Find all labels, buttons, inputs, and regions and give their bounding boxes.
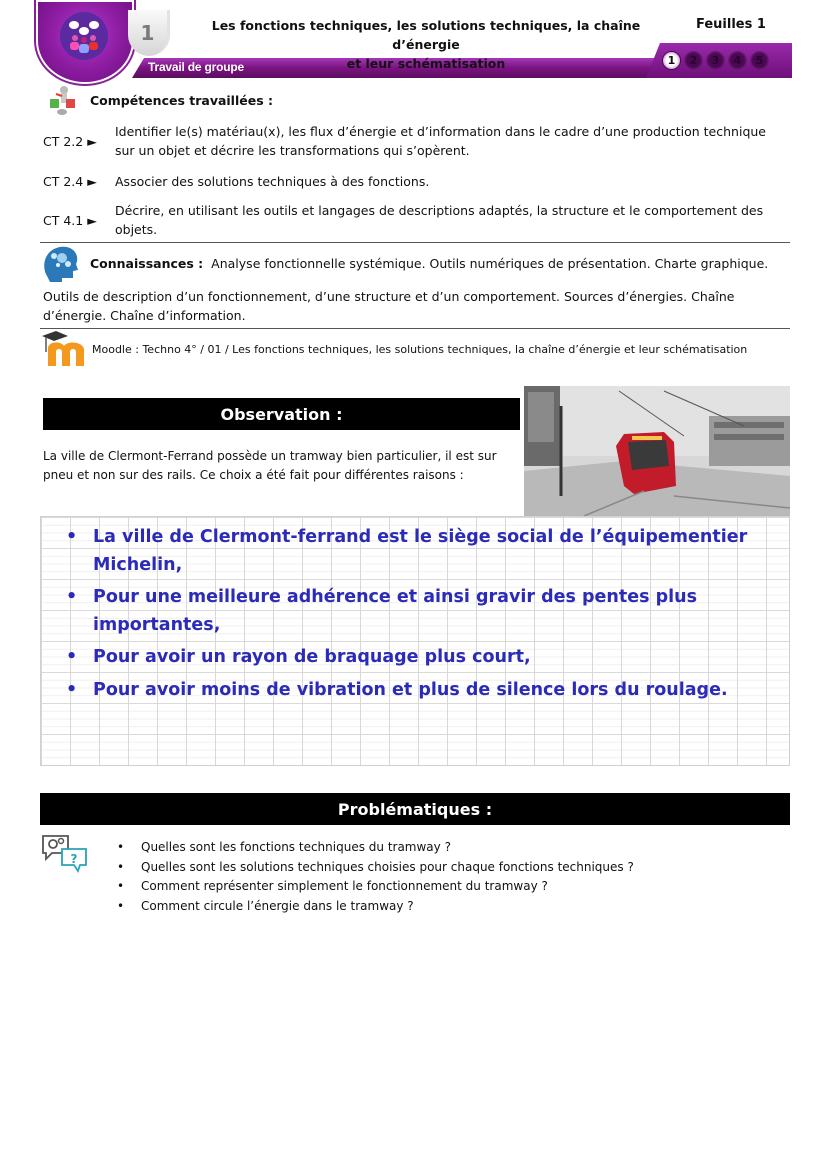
competences-heading (46, 84, 273, 116)
page-dot-1[interactable]: 1 (662, 51, 681, 70)
page-dot-2[interactable]: 2 (684, 51, 703, 70)
abc-blocks-icon (46, 84, 80, 116)
page-dot-4[interactable]: 4 (728, 51, 747, 70)
page-indicator (662, 51, 769, 70)
connaissances-text-continued: Outils de description d’un fonctionnement, d’une structure et d’un comportement. Sources d’énergies. Chaîne d’énergie. Chaîne d’information. (43, 289, 735, 323)
competence-code: CT 2.4 ► (43, 174, 97, 189)
head-gears-icon (40, 244, 82, 282)
answer-item: • Pour avoir un rayon de braquage plus court, (66, 644, 766, 672)
answer-item: • La ville de Clermont-ferrand est le siège social de l’équipementier Michelin, (66, 524, 766, 579)
page-dot-5[interactable]: 5 (750, 51, 769, 70)
problematique-item: • Quelles sont les solutions techniques choisies pour chaque fonctions techniques ? (117, 858, 634, 878)
moodle-path[interactable]: Moodle : Techno 4° / 01 / Les fonctions techniques, les solutions techniques, la chaîne d’énergie et leur schématisation (92, 342, 748, 356)
lesson-number: 1 (128, 10, 170, 56)
divider (40, 242, 790, 243)
competence-text: Décrire, en utilisant les outils et langages de descriptions adaptés, la structure et le comportement des objets. (115, 203, 764, 237)
page-title (186, 16, 666, 73)
connaissances-text: Analyse fonctionnelle systémique. Outils numériques de présentation. Charte graphique. (211, 255, 769, 271)
competence-text: Associer des solutions techniques à des fonctions. (115, 174, 430, 189)
competence-item (43, 172, 775, 191)
divider (40, 328, 790, 329)
band-label: Travail de groupe (148, 60, 244, 74)
observation-answers (66, 524, 766, 709)
red-tramway-photo (524, 386, 790, 516)
connaissances-label: Connaissances : (90, 255, 204, 271)
observation-title: Observation : (220, 404, 343, 424)
competence-code: CT 2.2 ► (43, 133, 97, 149)
title-line-1: Les fonctions techniques, les solutions techniques, la chaîne d’énergie (211, 18, 641, 52)
competence-code: CT 4.1 ► (43, 212, 97, 228)
logo-badge (38, 2, 132, 82)
competence-item (43, 201, 775, 239)
problematique-item: • Comment représenter simplement le fonctionnement du tramway ? (117, 877, 634, 897)
competence-text: Identifier le(s) matériau(x), les flux d’énergie et d’information dans le cadre d’une production technique sur un objet et décrire les transformations qui s’opèrent. (115, 124, 766, 158)
svg-text:?: ? (70, 852, 78, 866)
moodle-icon (40, 330, 88, 368)
competences-title: Compétences travaillées : (90, 92, 274, 108)
problematiques-list (117, 838, 634, 916)
document-header (36, 8, 792, 80)
group-work-icon (60, 12, 108, 60)
problematique-item: • Comment circule l’énergie dans le tramway ? (117, 897, 634, 917)
observation-header (43, 398, 520, 430)
page-dot-3[interactable]: 3 (706, 51, 725, 70)
problematiques-header (40, 793, 790, 825)
connaissances-heading (40, 244, 768, 282)
moodle-link (40, 330, 747, 368)
answer-item: • Pour une meilleure adhérence et ainsi gravir des pentes plus importantes, (66, 584, 766, 639)
answer-item: • Pour avoir moins de vibration et plus de silence lors du roulage. (66, 677, 766, 705)
gear-question-bubbles-icon (40, 833, 90, 873)
sheet-label: Feuilles 1 (696, 17, 766, 32)
competence-item (43, 122, 775, 160)
problematique-item: • Quelles sont les fonctions techniques du tramway ? (117, 838, 634, 858)
observation-text: La ville de Clermont-Ferrand possède un tramway bien particulier, il est sur pneu et non sur des rails. Ce choix a été fait pour différentes raisons : (43, 449, 497, 482)
problematiques-title: Problématiques : (337, 799, 493, 819)
title-line-2: et leur schématisation (346, 56, 506, 71)
